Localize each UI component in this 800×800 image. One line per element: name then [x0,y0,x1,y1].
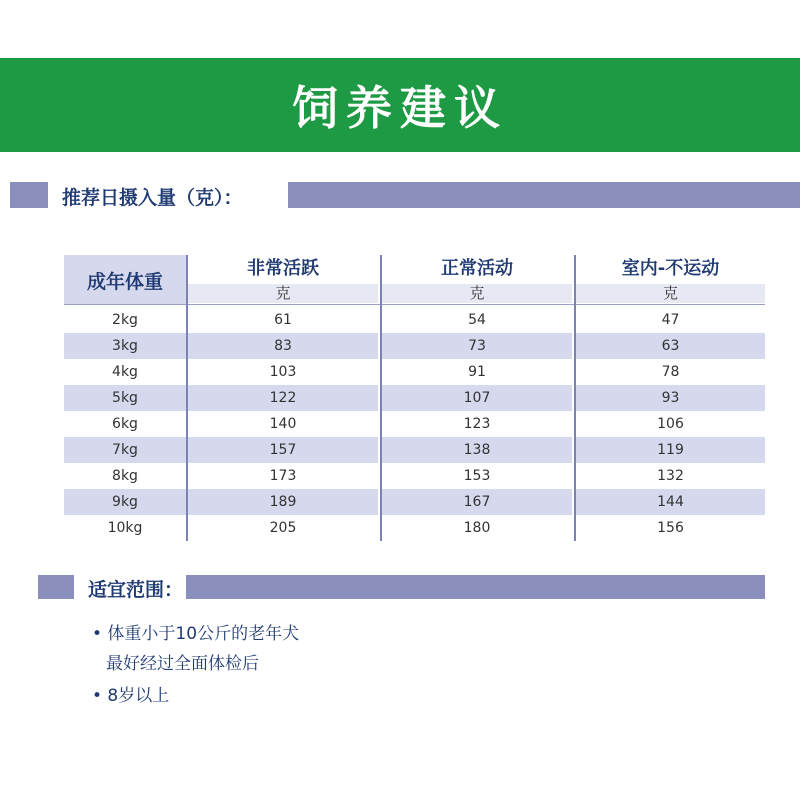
table-row [64,437,765,463]
value-cell: 107 [382,385,572,411]
section-bar-right [186,575,765,599]
intake-section-label: 推荐日摄入量（克）： [62,187,243,209]
value-cell: 132 [657,468,684,484]
column-divider [380,255,382,541]
value-cell: 173 [269,468,297,484]
weight-cell: 10kg [107,520,143,536]
bullet-item: • 8岁以上 [92,686,170,706]
column-header-normal-activity [382,255,572,303]
column-unit: 克 [382,284,572,303]
value-cell: 83 [188,333,378,359]
header-banner [0,58,800,152]
value-cell: 205 [269,520,297,536]
table-row [64,385,765,411]
value-cell: 167 [382,489,572,515]
value-cell: 144 [576,489,765,515]
column-divider [186,255,188,541]
column-unit: 克 [576,284,765,303]
table-row [64,333,765,359]
value-cell: 73 [382,333,572,359]
column-name: 室内-不运动 [621,258,720,279]
section-bar-left [38,575,74,599]
weight-cell: 2kg [112,312,138,328]
value-cell: 123 [463,416,491,432]
section-bar-left [10,182,48,208]
table-row [64,515,765,541]
weight-cell: 5kg [64,385,186,411]
bullet-item-continuation: 最好经过全面体检后 [106,654,259,674]
weight-cell: 9kg [64,489,186,515]
value-cell: 93 [576,385,765,411]
bullet-item: • 体重小于10公斤的老年犬 [92,624,300,644]
weight-column-header: 成年体重 [64,255,186,305]
suitable-section-label: 适宜范围： [88,579,184,601]
table-row [64,411,765,437]
weight-cell: 4kg [112,364,138,380]
section-bar-right [288,182,800,208]
value-cell: 180 [463,520,491,536]
weight-cell: 6kg [112,416,138,432]
table-row [64,489,765,515]
value-cell: 140 [269,416,297,432]
value-cell: 106 [657,416,684,432]
page-title: 饲养建议 [292,81,508,135]
column-header-very-active [188,255,378,303]
value-cell: 91 [468,364,486,380]
weight-cell: 3kg [64,333,186,359]
value-cell: 156 [657,520,684,536]
value-cell: 47 [661,312,680,328]
weight-cell: 7kg [64,437,186,463]
column-header-indoor-inactive [576,255,765,303]
column-divider [574,255,576,541]
value-cell: 54 [468,312,486,328]
value-cell: 119 [576,437,765,463]
column-unit: 克 [188,284,378,303]
value-cell: 78 [661,364,680,380]
value-cell: 103 [269,364,297,380]
table-row [64,307,765,333]
value-cell: 61 [274,312,292,328]
value-cell: 153 [463,468,491,484]
value-cell: 63 [576,333,765,359]
table-header-divider [64,304,765,305]
table-row [64,359,765,385]
value-cell: 189 [188,489,378,515]
value-cell: 157 [188,437,378,463]
column-name: 正常活动 [441,258,513,279]
weight-cell: 8kg [112,468,138,484]
value-cell: 138 [382,437,572,463]
column-name: 非常活跃 [247,258,319,279]
value-cell: 122 [188,385,378,411]
table-row [64,463,765,489]
